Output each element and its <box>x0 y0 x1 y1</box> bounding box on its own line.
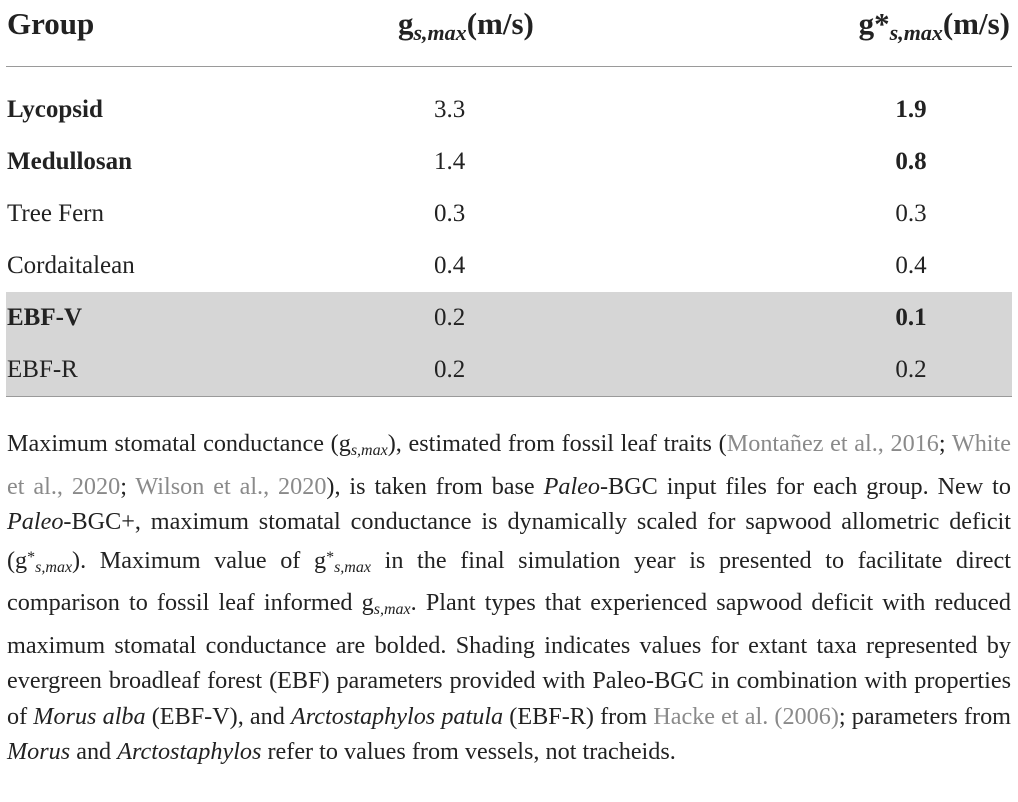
caption-text: -BGC input files for each group. New to <box>600 472 1011 500</box>
caption-sub: s,max <box>350 442 388 459</box>
caption-text: in the final simulation year is presented to facilitate direct comparison to fossil leaf informed g <box>7 546 1011 616</box>
citation-link-hacke[interactable]: Hacke et al. (2006) <box>653 702 839 730</box>
citation-link-wilson[interactable]: Wilson et al., 2020 <box>135 472 327 500</box>
caption-text: . Plant types that experienced sapwood deficit with reduced maximum stomatal conductance are bolded. Shading indicates values for extant taxa represented by evergreen broadleaf forest (EBF) parameters provided with Paleo-BGC in combination with properties of <box>7 589 1011 730</box>
caption-italic: Arctostaphylos patula <box>290 702 504 730</box>
table-row <box>6 188 1012 240</box>
header-gs-max-unit: (m/s) <box>466 6 534 41</box>
caption-text: ). Maximum value of g <box>72 546 327 574</box>
row-gs-max-cell: 1.4 <box>434 148 466 175</box>
row-gstar-cell: 0.1 <box>895 304 927 331</box>
caption-text: Maximum stomatal conductance (g <box>7 430 351 457</box>
caption-sup: * <box>326 548 335 566</box>
row-gstar-cell: 0.4 <box>895 252 927 279</box>
row-group-cell: Medullosan <box>7 148 133 175</box>
citation-link-montanez[interactable]: Montañez et al., 2016 <box>726 430 939 457</box>
row-gstar-cell: 0.2 <box>895 356 927 383</box>
caption-text: ; <box>938 430 952 457</box>
caption-italic: Paleo <box>543 472 600 500</box>
row-gstar-cell: 1.9 <box>895 96 927 123</box>
caption-text: and <box>70 738 118 765</box>
caption-sub: s,max <box>334 558 371 576</box>
row-gs-max-cell: 0.3 <box>434 200 466 227</box>
table-row <box>6 344 1012 396</box>
row-group-cell: Tree Fern <box>7 200 104 227</box>
caption-text: ; parameters from <box>838 702 1011 730</box>
table-bottom-rule <box>6 396 1012 397</box>
caption-italic: Morus <box>7 738 71 765</box>
caption-italic: Morus alba <box>33 702 146 730</box>
caption-italic: Arctostaphylos <box>117 738 262 765</box>
header-rule <box>6 66 1012 67</box>
caption-text: refer to values from vessels, not tracheids. <box>261 738 676 765</box>
row-gs-max-cell: 3.3 <box>434 96 466 123</box>
table-caption <box>7 426 1011 770</box>
caption-text: (EBF-V), and <box>145 702 291 730</box>
row-group-cell: EBF-R <box>7 356 78 383</box>
header-group: Group <box>7 6 95 41</box>
caption-sub: s,max <box>373 601 411 618</box>
header-gstar-unit: (m/s) <box>942 6 1010 41</box>
header-gstar-main: g* <box>858 6 890 41</box>
header-gstar-sub: s,max <box>889 20 943 45</box>
row-gs-max-cell: 0.2 <box>434 304 466 331</box>
citation-link-white[interactable]: White et al., 2020 <box>7 430 1011 500</box>
table-row <box>6 292 1012 344</box>
caption-italic: Paleo <box>7 508 64 535</box>
row-gs-max-cell: 0.4 <box>434 252 466 279</box>
caption-text: -BGC+, maximum stomatal conductance is dynamically scaled for sapwood allometric deficit (g <box>7 508 1011 574</box>
caption-text: ), is taken from base <box>326 472 544 500</box>
row-gs-max-cell: 0.2 <box>434 356 466 383</box>
header-gs-max-sub: s,max <box>413 20 467 45</box>
row-group-cell: Cordaitalean <box>7 252 135 279</box>
caption-sub: s,max <box>35 558 73 576</box>
table-row <box>6 240 1012 292</box>
header-gstar-s-max <box>859 6 1010 46</box>
table-row <box>6 84 1012 136</box>
row-gstar-cell: 0.3 <box>895 200 927 227</box>
table-header <box>0 0 1018 50</box>
header-gs-max-main: g <box>398 6 414 41</box>
header-gs-max <box>398 6 534 46</box>
table-row <box>6 136 1012 188</box>
row-group-cell: Lycopsid <box>7 96 103 123</box>
row-gstar-cell: 0.8 <box>895 148 927 175</box>
caption-text: ; <box>120 472 136 500</box>
row-group-cell: EBF-V <box>7 304 82 331</box>
caption-sup: * <box>27 548 36 566</box>
caption-text: ), estimated from fossil leaf traits ( <box>387 430 727 457</box>
caption-text: (EBF-R) from <box>503 702 654 730</box>
